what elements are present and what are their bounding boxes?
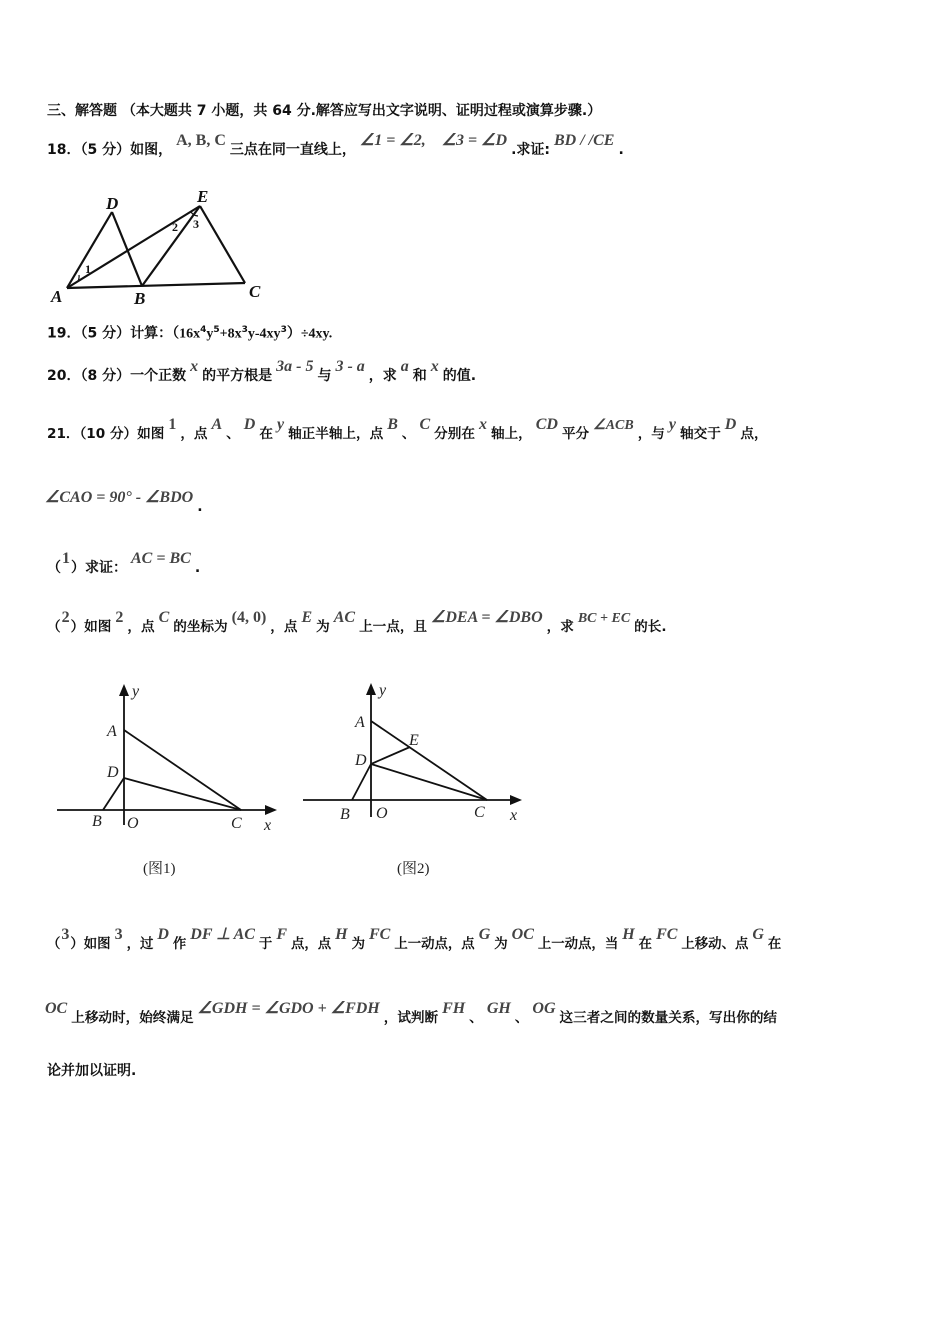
q21-p2-text-7: ，求 (546, 619, 574, 635)
fig1-label-c: C (231, 815, 242, 832)
fig1-label-y: y (132, 683, 140, 700)
q19-number: 19．（5 分）计算：（ (47, 325, 180, 342)
q21-math-d2: D (724, 416, 737, 433)
q21-math-d: D (243, 416, 256, 433)
q21-p3-oc2: OC (45, 1000, 68, 1017)
fig2-label-x: x (510, 807, 518, 824)
q21-condition (45, 489, 203, 517)
question-18 (47, 132, 624, 160)
fig2-label-c: C (474, 804, 485, 821)
q21-text-c: 在 (259, 426, 273, 442)
q21-p3-text-5: 点，点 (290, 937, 332, 952)
q21-p2-text-5: 为 (316, 619, 330, 635)
q18-text: 三点在同一直线上， (229, 142, 356, 158)
q19-sup-3: 3 (241, 325, 248, 335)
fig1-y-arrow (119, 684, 129, 696)
q21-p3-g: G (478, 926, 491, 943)
q21-p1-text: ）求证： (71, 560, 127, 576)
q21-p3-text-9: 上一动点，当 (537, 937, 619, 952)
fig1-label-d: D (107, 764, 119, 781)
q21-text-j: 轴交于 (680, 426, 721, 442)
q20-text-2: 与 (317, 368, 332, 384)
q20-text-3: ，求 (368, 368, 397, 384)
q18-line-db (112, 212, 142, 286)
q21-fig-1: 1 (168, 416, 177, 433)
q18-angle-3: 3 (193, 217, 199, 231)
q21-p3-h: H (335, 926, 348, 943)
q18-math-points: A, B, C (176, 132, 226, 149)
q21-p2-fig: 2 (115, 609, 124, 626)
q21-math-c: C (419, 416, 431, 433)
fig2-label-o: O (376, 805, 388, 822)
fig2-line-bd (352, 764, 371, 800)
q21-math-b: B (387, 416, 398, 433)
q21-p3-text-4: 于 (258, 937, 273, 952)
q21-text-f: 分别在 (434, 426, 475, 442)
fig2-caption: (图2) (397, 861, 430, 877)
q19-expr-e: ）÷4xy. (286, 326, 333, 342)
q20-text-5: 的值. (442, 368, 477, 384)
q21-p3-text-14: ，试判断 (383, 1010, 439, 1026)
q21-p3-text-6: 为 (351, 937, 365, 952)
fig2-label-e: E (409, 732, 419, 749)
q21-number: 21．（10 分）如图 (47, 426, 165, 442)
q21-p3-fig: 3 (114, 926, 123, 943)
q21-part-2 (47, 609, 667, 638)
q19-sup-4: 3 (280, 325, 287, 335)
q19-sup-1: 4 (200, 325, 207, 335)
q18-text-prove: .求证: (511, 142, 550, 158)
fig2-label-a: A (355, 714, 365, 731)
q19-expr-d: y-4xy (247, 326, 281, 342)
q21-p2-open: （ (47, 619, 61, 635)
fig2-label-b: B (340, 806, 350, 823)
q21-part-3-line-3: 论并加以证明. (47, 1063, 137, 1079)
q18-label-b: B (134, 289, 146, 308)
fig1-line-bd (103, 778, 124, 810)
q21-text-d: 轴正半轴上，点 (288, 426, 384, 442)
q18-figure (45, 185, 275, 310)
q21-p2-number: 2 (61, 609, 70, 626)
q21-text-a: ，点 (180, 426, 208, 442)
q21-p3-fh: FH (442, 1000, 466, 1017)
q18-math-angle3: ∠3 = ∠D (441, 132, 508, 149)
q21-p2-coord: (4, 0) (231, 609, 267, 626)
q18-angle1-arc (78, 275, 79, 281)
fig1-line-dc (124, 778, 241, 810)
q18-number: 18．（5 分）如图， (47, 142, 173, 158)
q21-p3-d: D (157, 926, 169, 943)
q21-p3-text-1: ）如图 (70, 937, 111, 952)
q18-label-c: C (249, 282, 261, 301)
q21-math-cd: CD (535, 416, 558, 433)
fig2-y-arrow (366, 683, 376, 695)
fig2-label-y: y (379, 682, 387, 699)
fig1-label-b: B (92, 813, 102, 830)
q21-p3-f: F (276, 926, 287, 943)
q21-text-i: ，与 (637, 426, 665, 442)
q21-p3-g2: G (752, 926, 764, 943)
q21-p3-text-10: 在 (638, 937, 653, 952)
q21-math-x: x (478, 416, 487, 433)
q19-sup-2: 5 (213, 325, 220, 335)
fig1-label-a: A (107, 723, 117, 740)
q20-text-4: 和 (412, 368, 427, 384)
q20-math-root1: 3a - 5 (276, 358, 314, 375)
q18-label-a: A (51, 287, 63, 306)
q18-angle-1: 1 (85, 262, 91, 276)
q21-part-1 (47, 550, 201, 578)
q18-label-d: D (106, 194, 119, 213)
q20-number: 20．（8 分）一个正数 (47, 368, 187, 384)
fig1-caption: (图1) (143, 861, 176, 877)
q21-p2-angle: ∠DEA = ∠DBO (431, 609, 543, 626)
q20-text-1: 的平方根是 (202, 368, 273, 384)
q21-condition-math: ∠CAO = 90° - ∠BDO (45, 489, 194, 506)
q18-line-ad (67, 212, 112, 288)
q21-text-h: 平分 (561, 426, 590, 442)
q18-math-angles12: ∠1 = ∠2, (359, 132, 426, 149)
q21-p3-gh: GH (486, 1000, 511, 1017)
q21-math-y2: y (668, 416, 677, 433)
q21-text-k: 点， (740, 426, 768, 442)
q21-p3-text-16: 、 (514, 1010, 529, 1026)
q21-condition-end: . (197, 499, 203, 515)
fig2-line-de (371, 747, 410, 764)
q21-p3-text-8: 为 (494, 937, 508, 952)
q21-p3-number: 3 (61, 926, 70, 943)
q21-p3-text-17: 这三者之间的数量关系，写出你的结 (559, 1010, 778, 1026)
q18-label-e: E (197, 187, 209, 206)
fig1-label-x: x (264, 817, 272, 834)
q19-expr-c: +8x (219, 326, 242, 342)
q21-p3-text-15: 、 (469, 1010, 483, 1026)
fig2-label-d: D (355, 752, 367, 769)
q21-p3-text-11: 上移动、点 (681, 937, 749, 952)
q21-p3-open: （ (47, 937, 61, 952)
q21-text-e: 、 (401, 426, 416, 442)
q21-p3-text-7: 上一动点，点 (394, 937, 475, 952)
q21-part-3-line-2 (45, 1000, 778, 1028)
q18-text-end: . (618, 142, 624, 158)
q21-p2-text-8: 的长. (634, 619, 667, 635)
q21-text-b: 、 (226, 426, 240, 442)
q18-line-be (142, 206, 200, 286)
q21-p3-h2: H (622, 926, 635, 943)
fig1-label-o: O (127, 815, 139, 832)
q21-p1-end: . (194, 560, 201, 576)
q21-p2-text-2: ，点 (127, 619, 155, 635)
q19-expr-a: 16x (179, 326, 201, 342)
q21-p3-eq: ∠GDH = ∠GDO + ∠FDH (197, 1000, 380, 1017)
q21-p2-text-4: ，点 (270, 619, 298, 635)
q18-angle-2: 2 (172, 220, 178, 234)
q21-math-y: y (276, 416, 285, 433)
q21-p3-perp: DF ⊥ AC (190, 926, 255, 943)
q21-p2-sum: BC + EC (577, 611, 631, 626)
question-20 (47, 358, 477, 386)
question-19 (47, 320, 332, 345)
q21-math-a: A (211, 416, 223, 433)
q21-p2-text-6: 上一点，且 (359, 619, 428, 635)
q18-math-parallel: BD / /CE (553, 132, 615, 149)
fig2-line-dc (371, 764, 487, 800)
q21-p2-text-3: 的坐标为 (173, 619, 228, 635)
q21-p3-fc: FC (369, 926, 391, 943)
q20-math-x2: x (430, 358, 439, 375)
section-header: 三、解答题 （本大题共 7 小题，共 64 分.解答应写出文字说明、证明过程或演算步骤.） (47, 103, 602, 119)
q21-p3-og: OG (532, 1000, 556, 1017)
fig1-x-arrow (265, 805, 277, 815)
fig2-line-ac (371, 721, 487, 800)
q21-p1-math: AC = BC (131, 550, 191, 567)
q21-p3-text-13: 上移动时，始终满足 (71, 1010, 194, 1026)
q18-line-ec (200, 206, 245, 283)
q21-p3-oc: OC (511, 926, 534, 943)
fig1-line-ac (124, 730, 241, 810)
fig2-x-arrow (510, 795, 522, 805)
q21-p3-text-3: 作 (172, 937, 187, 952)
q20-math-root2: 3 - a (335, 358, 365, 375)
q21-p2-e: E (301, 609, 313, 626)
q21-part-3 (47, 926, 782, 955)
q21-p2-text-1: ）如图 (70, 619, 112, 635)
q21-figure-2 (300, 677, 530, 877)
q21-p1-open: （ (47, 560, 61, 576)
q21-p2-ac: AC (333, 609, 356, 626)
q18-line-ac (67, 283, 245, 288)
q21-p2-c: C (158, 609, 170, 626)
q20-math-x: x (190, 358, 199, 375)
q19-expr-b: y (206, 326, 214, 342)
q20-math-a: a (400, 358, 409, 375)
q21-figure-1 (55, 680, 285, 880)
q21-p3-text-12: 在 (767, 937, 782, 952)
question-21 (47, 416, 768, 445)
q21-p3-text-2: ，过 (126, 937, 154, 952)
q21-p1-number: 1 (62, 550, 70, 567)
q21-p3-fc2: FC (656, 926, 678, 943)
q21-math-acb: ∠ACB (593, 418, 634, 433)
q21-text-g: 轴上， (490, 426, 532, 442)
